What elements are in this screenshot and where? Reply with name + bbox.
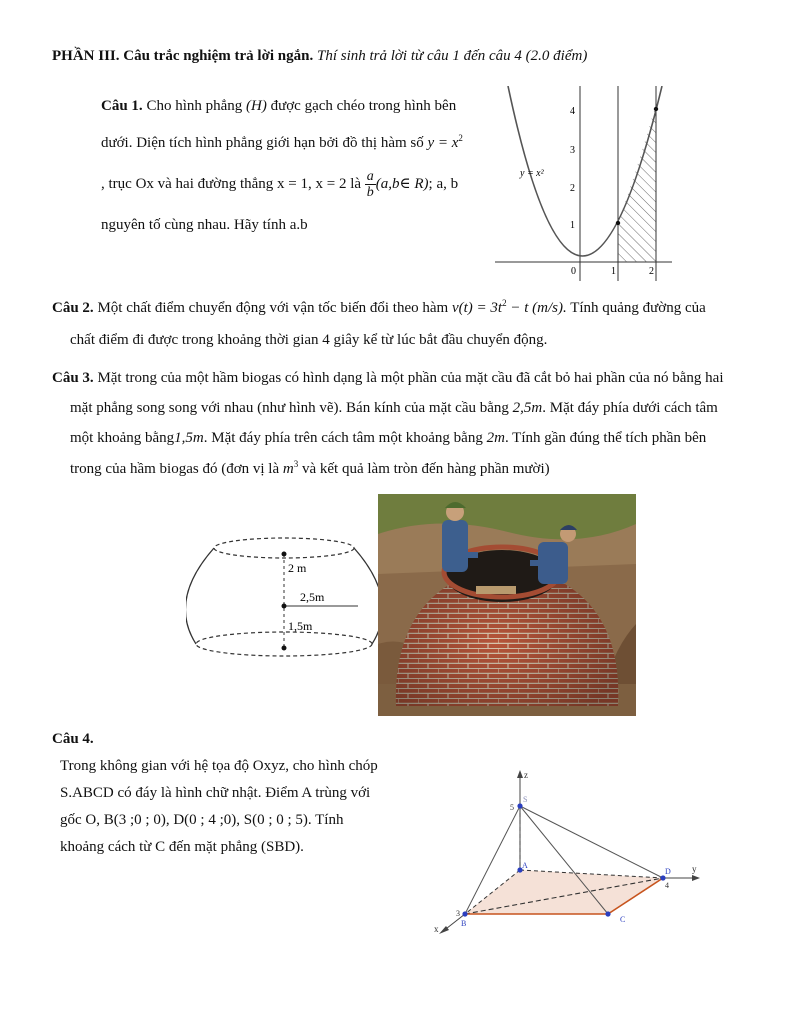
q1-label: Câu 1.	[101, 98, 143, 114]
q1-ytick-3: 3	[570, 145, 575, 156]
q1-line-4	[101, 215, 308, 235]
q3-center-point	[282, 604, 287, 609]
q2-line1-pre: Một chất điểm chuyển động với vận tốc biến đổi theo hàm	[97, 300, 449, 316]
q1-condition: (a,b∈ R)	[375, 176, 429, 192]
section-heading	[52, 46, 587, 66]
q1-line4: nguyên tố cùng nhau. Hãy tính a.b	[101, 217, 308, 233]
q4-edge-sd	[520, 806, 663, 878]
q1-frac-num: a	[366, 169, 374, 185]
q1-line-2	[101, 133, 463, 153]
q4-figure	[430, 766, 720, 938]
q3-bottom-distance: 1,5m	[174, 430, 204, 446]
q1-xtick-2: 2	[649, 266, 654, 277]
q3-line2-post: . Mặt đáy phía dưới cách tâm	[542, 400, 718, 416]
q1-point-2	[654, 107, 658, 111]
q1-line1-pre: Cho hình phẳng	[146, 98, 243, 114]
section-heading-bold: PHẦN III. Câu trắc nghiệm trả lời ngắn.	[52, 48, 314, 64]
q1-frac-den: b	[366, 185, 374, 201]
q3-diagram	[186, 520, 382, 670]
q4-label-z: z	[524, 770, 528, 780]
q2-formula-exp: 2	[502, 298, 507, 308]
q4-line-4: khoảng cách từ C đến mặt phẳng (SBD).	[60, 839, 304, 855]
q1-graph	[490, 86, 680, 286]
q1-point-1	[616, 221, 620, 225]
q3-top-point	[282, 552, 287, 557]
q1-curve-label: y = x²	[520, 168, 544, 179]
q1-xtick-0: 0	[571, 266, 576, 277]
q3-unit: m	[282, 461, 294, 477]
q4-y-arrow	[692, 875, 700, 881]
q4-line-2: S.ABCD có đáy là hình chữ nhật. Điểm A trùng với	[60, 785, 371, 801]
q3-bottom-point	[282, 646, 287, 651]
q2-line2: chất điểm đi được trong khoảng thời gian 4 giây kể từ lúc bắt đầu chuyển động.	[70, 332, 548, 348]
q3-line-3	[70, 428, 706, 448]
q4-label-y: y	[692, 864, 697, 874]
q2-line1-post: Tính quảng đường của	[570, 300, 706, 316]
q1-hatched-region	[618, 96, 656, 262]
q3-line3-post: . Tính gần đúng thể tích phần bên	[504, 430, 707, 446]
q3-line3-mid: . Mặt đáy phía trên cách tâm một khoảng bằng	[203, 430, 483, 446]
q1-xtick-1: 1	[611, 266, 616, 277]
q2-formula-post: − t (m/s).	[510, 300, 567, 316]
q3-biogas-photo	[378, 494, 636, 716]
q2-label: Câu 2.	[52, 300, 94, 316]
q3-top-label: 2 m	[288, 561, 307, 575]
q4-label: Câu 4.	[52, 731, 94, 747]
q2-formula: v(t) = 3t	[451, 300, 503, 316]
q1-fraction	[365, 169, 376, 200]
q2-line-1	[52, 298, 706, 318]
q3-top-distance: 2m	[486, 430, 505, 446]
q4-line-1: Trong không gian với hệ tọa độ Oxyz, cho hình chóp	[60, 758, 378, 774]
q1-line1-post: được gạch chéo trong hình bên	[270, 98, 457, 114]
q4-label-3: 3	[456, 909, 460, 918]
q3-line4-post: và kết quả làm tròn đến hàng phần mười)	[301, 461, 550, 477]
q1-line3-pre: , trục Ox và hai đường thẳng x = 1, x = 2 là	[101, 176, 362, 192]
q3-line-1	[52, 368, 724, 388]
q4-label-x: x	[434, 924, 439, 934]
q3-unit-exp: 3	[293, 459, 299, 469]
q4-vertex-d	[660, 875, 665, 880]
q1-line-3	[101, 162, 458, 206]
q4-label-4: 4	[665, 881, 669, 890]
q4-line-3: gốc O, B(3 ;0 ; 0), D(0 ; 4 ;0), S(0 ; 0 ; 5). Tính	[60, 812, 344, 828]
q3-photo-drawing	[378, 494, 636, 716]
q4-label-s: S	[523, 795, 528, 804]
q4-vertex-s	[517, 803, 522, 808]
q2-line-2	[70, 330, 547, 350]
q1-function-exp: 2	[458, 133, 463, 143]
q4-vertex-b	[462, 911, 467, 916]
q3-line2-pre: mặt phẳng song song với nhau (như hình vẽ). Bán kính của mặt cầu bằng	[70, 400, 509, 416]
q4-label-b: B	[461, 919, 467, 928]
q3-line-4	[70, 459, 550, 479]
q1-line2-pre: dưới. Diện tích hình phẳng giới hạn bởi đồ thị hàm số	[101, 135, 424, 151]
q3-line-2	[70, 398, 718, 418]
q1-ytick-4: 4	[570, 106, 575, 117]
q4-label-5: 5	[510, 803, 514, 812]
q1-ytick-1: 1	[570, 220, 575, 231]
q4-label-a: A	[522, 861, 528, 870]
q3-line3-pre: một khoảng bằng	[70, 430, 175, 446]
q3-bottom-label: 1,5m	[288, 619, 313, 633]
q3-label: Câu 3.	[52, 370, 94, 386]
q1-function: y = x	[427, 135, 459, 151]
q3-line1: Mặt trong của một hầm biogas có hình dạng là một phần của mặt cầu đã cắt bỏ hai phần của nó bằng hai	[97, 370, 724, 386]
q4-label-d: D	[665, 867, 671, 876]
q1-line3-post: ; a, b	[428, 176, 459, 192]
q3-line4-pre: trong của hầm biogas đó (đơn vị là	[70, 461, 280, 477]
q4-z-arrow	[517, 770, 523, 778]
q1-line-1	[101, 96, 456, 116]
q4-vertex-c	[605, 911, 610, 916]
q3-radius-value: 2,5m	[512, 400, 543, 416]
section-heading-instructions: Thí sinh trả lời từ câu 1 đến câu 4 (2.0 điểm)	[316, 48, 588, 64]
q1-ytick-2: 2	[570, 183, 575, 194]
q4-label-c: C	[620, 915, 626, 924]
q3-left-arc	[186, 548, 214, 644]
q3-radius-label: 2,5m	[300, 590, 325, 604]
q1-var-h: (H)	[246, 98, 267, 114]
